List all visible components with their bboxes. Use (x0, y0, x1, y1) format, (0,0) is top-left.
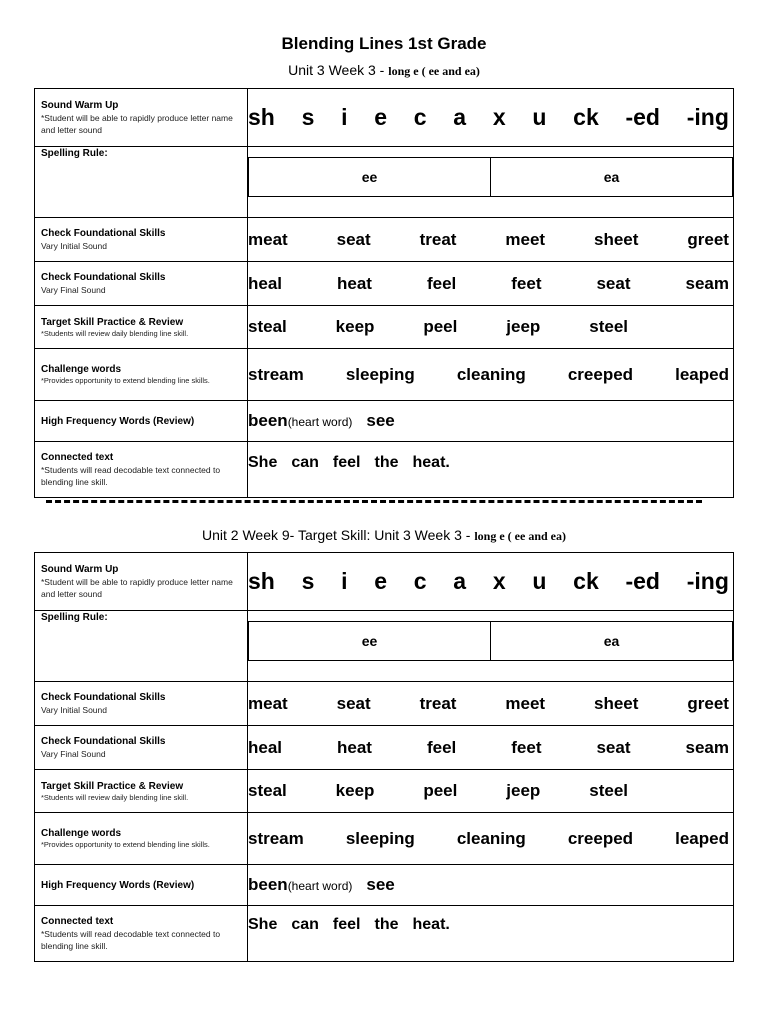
spelling-rule-box (248, 621, 733, 661)
word-item: feet (511, 273, 542, 293)
sentence-word: heat. (412, 454, 450, 471)
sound-item: s (301, 104, 315, 130)
row-label: Check Foundational Skills (41, 272, 166, 283)
spelling-rule-box (248, 157, 733, 197)
row-final-sound (35, 262, 734, 306)
word-item: greet (687, 229, 729, 249)
sound-item: e (374, 104, 388, 130)
word-item: cleaning (456, 828, 526, 848)
word-item: seat (336, 229, 371, 249)
blending-table-1 (34, 88, 734, 498)
sound-item: x (492, 104, 506, 130)
section-heading (0, 527, 768, 544)
section-heading-main: Unit 2 Week 9- Target Skill: Unit 3 Week 3 - (202, 527, 475, 543)
word-item: keep (335, 317, 375, 336)
word-item: leaped (675, 364, 729, 384)
spelling-pattern: ea (490, 622, 732, 660)
row-label: High Frequency Words (Review) (41, 879, 195, 891)
row-sublabel: *Provides opportunity to extend blending line skills. (41, 376, 210, 385)
word-item: leaped (675, 828, 729, 848)
row-high-frequency (35, 401, 734, 442)
row-sublabel: *Students will review daily blending line skill. (41, 328, 189, 338)
row-target-skill (35, 306, 734, 349)
hfw-note: (heart word) (287, 415, 353, 429)
row-spelling-rule (35, 147, 734, 218)
hfw-note: (heart word) (287, 879, 353, 893)
word-item: heal (248, 273, 283, 293)
word-item: heal (248, 737, 283, 757)
sentence-word: can (291, 916, 319, 933)
word-item: steel (589, 781, 628, 800)
sentence-word: the (374, 916, 399, 933)
word-item: peel (423, 317, 458, 336)
sound-item: e (374, 568, 388, 594)
sound-item: -ing (686, 104, 729, 130)
word-item: steal (248, 317, 287, 336)
row-final-sound (35, 726, 734, 770)
sound-item: -ed (625, 568, 660, 594)
row-connected-text (35, 906, 734, 962)
word-item: sheet (594, 693, 639, 713)
word-item: steal (248, 781, 287, 800)
row-label: Check Foundational Skills (41, 692, 166, 703)
word-item: meat (248, 229, 288, 249)
row-challenge-words (35, 349, 734, 401)
hfw-word: see (366, 875, 395, 894)
sound-item: sh (248, 568, 275, 594)
sound-item: ck (573, 104, 599, 130)
word-item: meet (505, 693, 546, 713)
spelling-pattern: ee (361, 633, 378, 649)
hfw-line (248, 875, 733, 895)
row-sublabel: *Student will be able to rapidly produce letter name and letter sound (41, 113, 233, 135)
sound-item: c (413, 568, 427, 594)
word-item: keep (335, 781, 375, 800)
row-high-frequency (35, 865, 734, 906)
sentence-word: can (291, 454, 319, 471)
row-sound-warm-up (35, 89, 734, 147)
word-item: feet (511, 737, 542, 757)
word-item: sheet (594, 229, 639, 249)
sound-item: i (341, 568, 348, 594)
word-list (248, 694, 733, 714)
sound-list (248, 104, 733, 131)
row-label: Challenge words (41, 364, 122, 375)
sound-item: -ing (686, 568, 729, 594)
word-item: cleaning (456, 364, 526, 384)
word-list (248, 781, 632, 801)
page-subtitle (0, 62, 768, 79)
sentence-word: heat. (412, 916, 450, 933)
hfw-word: been (248, 411, 288, 430)
sound-list (248, 568, 733, 595)
section-heading-focus: long e ( ee and ea) (474, 529, 566, 543)
hfw-word: see (366, 411, 395, 430)
word-item: seam (685, 737, 729, 757)
word-item: greet (687, 693, 729, 713)
word-item: creeped (567, 828, 634, 848)
word-item: heat (337, 273, 372, 293)
sound-item: sh (248, 104, 275, 130)
word-item: seat (336, 693, 371, 713)
word-list (248, 738, 733, 758)
sound-item: i (341, 104, 348, 130)
row-sublabel: *Student will be able to rapidly produce letter name and letter sound (41, 577, 233, 599)
sound-item: s (301, 568, 315, 594)
dashed-divider (46, 500, 702, 503)
word-list (248, 829, 733, 849)
row-sublabel: *Students will review daily blending line skill. (41, 792, 189, 802)
subtitle-focus: long e ( ee and ea) (388, 64, 480, 78)
word-item: treat (419, 693, 457, 713)
page-title: Blending Lines 1st Grade (281, 34, 487, 53)
word-item: stream (248, 828, 304, 848)
blending-table-2 (34, 552, 734, 962)
sound-item: a (453, 568, 467, 594)
row-label: Challenge words (41, 828, 122, 839)
subtitle-unit: Unit 3 Week 3 - (288, 62, 389, 78)
row-label: Spelling Rule: (41, 148, 108, 159)
row-sublabel: Vary Initial Sound (41, 241, 107, 251)
row-target-skill (35, 770, 734, 813)
word-list (248, 230, 733, 250)
word-item: steel (589, 317, 628, 336)
row-label: Sound Warm Up (41, 100, 119, 111)
row-label: Target Skill Practice & Review (41, 780, 184, 792)
word-list (248, 274, 733, 294)
row-label: Connected text (41, 452, 114, 463)
sentence-word: She (248, 454, 278, 471)
sound-item: x (492, 568, 506, 594)
hfw-word: been (248, 875, 288, 894)
word-item: jeep (506, 317, 541, 336)
connected-sentence (248, 916, 733, 934)
word-item: meat (248, 693, 288, 713)
row-label: Check Foundational Skills (41, 228, 166, 239)
word-item: peel (423, 781, 458, 800)
sound-item: c (413, 104, 427, 130)
word-item: seam (685, 273, 729, 293)
word-item: sleeping (345, 364, 415, 384)
row-sublabel: *Students will read decodable text connected to blending line skill. (41, 465, 221, 487)
row-spelling-rule (35, 611, 734, 682)
sentence-word: feel (332, 454, 361, 471)
row-sublabel: Vary Initial Sound (41, 705, 107, 715)
word-item: heat (337, 737, 372, 757)
row-label: Spelling Rule: (41, 612, 108, 623)
row-sound-warm-up (35, 553, 734, 611)
row-initial-sound (35, 682, 734, 726)
row-connected-text (35, 442, 734, 498)
word-item: feel (426, 273, 457, 293)
sound-item: -ed (625, 104, 660, 130)
word-item: treat (419, 229, 457, 249)
word-item: seat (596, 737, 631, 757)
hfw-line (248, 411, 733, 431)
row-challenge-words (35, 813, 734, 865)
sound-item: u (532, 568, 547, 594)
spelling-pattern: ea (490, 158, 732, 196)
row-label: Sound Warm Up (41, 564, 119, 575)
row-sublabel: Vary Final Sound (41, 749, 106, 759)
row-sublabel: *Provides opportunity to extend blending line skills. (41, 840, 210, 849)
row-initial-sound (35, 218, 734, 262)
row-sublabel: Vary Final Sound (41, 285, 106, 295)
row-label: Check Foundational Skills (41, 736, 166, 747)
word-item: seat (596, 273, 631, 293)
word-item: sleeping (345, 828, 415, 848)
word-item: feel (426, 737, 457, 757)
connected-sentence (248, 454, 733, 472)
sound-item: u (532, 104, 547, 130)
row-label: Target Skill Practice & Review (41, 316, 184, 328)
sound-item: ck (573, 568, 599, 594)
word-item: stream (248, 364, 304, 384)
spelling-pattern: ee (361, 169, 378, 185)
word-list (248, 317, 632, 337)
word-item: meet (505, 229, 546, 249)
sentence-word: She (248, 916, 278, 933)
row-label: Connected text (41, 916, 114, 927)
word-item: creeped (567, 364, 634, 384)
word-item: jeep (506, 781, 541, 800)
sentence-word: the (374, 454, 399, 471)
row-label: High Frequency Words (Review) (41, 415, 195, 427)
row-sublabel: *Students will read decodable text connected to blending line skill. (41, 929, 221, 951)
sound-item: a (453, 104, 467, 130)
sentence-word: feel (332, 916, 361, 933)
word-list (248, 365, 733, 385)
